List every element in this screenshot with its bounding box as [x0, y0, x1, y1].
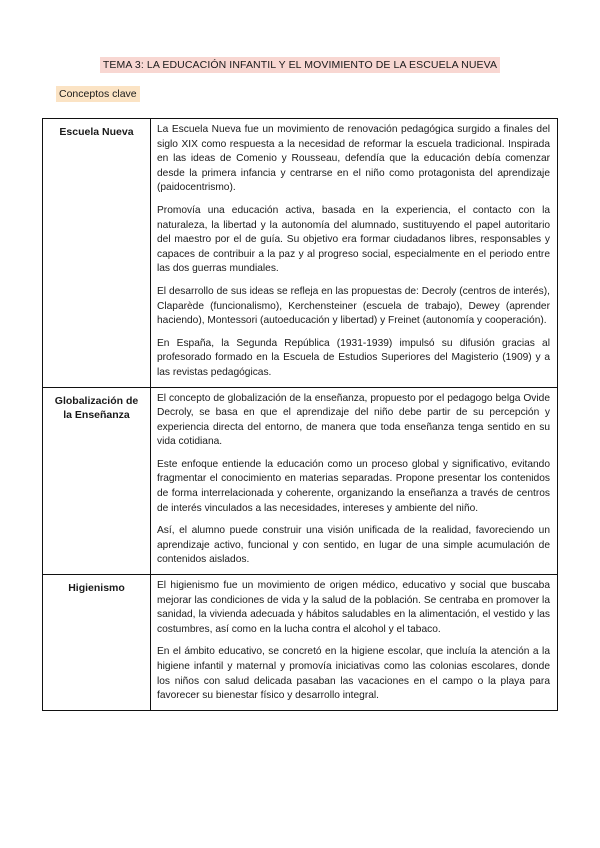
- table-row: [43, 119, 558, 388]
- definition-paragraph: En el ámbito educativo, se concretó en la higiene escolar, que incluía la atención a la higiene infantil y maternal y promovía iniciativas como las colonias escolares, donde los niños con salud delicada pasaban las vacaciones en el campo o la playa para favorecer su bienestar físico y desarrollo integral.: [157, 646, 550, 702]
- definition-paragraph: El higienismo fue un movimiento de origen médico, educativo y social que buscaba mejorar las condiciones de vida y la salud de la población. Se centraba en promover la sanidad, la vivienda adecuada y hábitos saludables en la alimentación, el vestido y las costumbres, así como en la lucha contra el alcohol y el tabaco.: [157, 580, 550, 635]
- definition-cell: [151, 119, 558, 388]
- concepts-table: [42, 118, 558, 711]
- definition-cell: [151, 387, 558, 575]
- definition-paragraph: En España, la Segunda República (1931-1939) impulsó su difusión gracias al profesorado formado en la Escuela de Estudios Superiores del Magisterio (1909) y a las revistas pedagógicas.: [157, 337, 550, 378]
- term-cell: Higienismo: [43, 575, 151, 711]
- term-cell: Globalización de la Enseñanza: [43, 387, 151, 575]
- table-row: [43, 575, 558, 711]
- section-label: Conceptos clave: [56, 86, 140, 102]
- definition-paragraph: Este enfoque entiende la educación como un proceso global y significativo, evitando fragmentar el conocimiento en materias separadas. Propone presentar los contenidos de forma interrelacionada y coherente, organizando la enseñanza a través de centros de interés vinculados a las necesidades, intereses y ambiente del niño.: [157, 458, 550, 514]
- definition-paragraph: El desarrollo de sus ideas se refleja en las propuestas de: Decroly (centros de interés), Claparède (funcionalismo), Kerchensteiner (escuela de trabajo), Dewey (aprender haciendo), Montessori (autoeducación y libertad) y Freinet (autonomía y cooperación).: [157, 285, 550, 327]
- definition-paragraph: El concepto de globalización de la enseñanza, propuesto por el pedagogo belga Ovide Decroly, se basa en que el aprendizaje del niño debe partir de su percepción y experiencia directa del entorno, de manera que toda enseñanza tenga sentido en su vida cotidiana.: [157, 392, 550, 448]
- term-cell: Escuela Nueva: [43, 119, 151, 388]
- definition-paragraph: La Escuela Nueva fue un movimiento de renovación pedagógica surgido a finales del siglo XIX como respuesta a la necesidad de reformar la escuela tradicional. Inspirada en las ideas de Comenio y Rousseau, defendía que la educación debía comenzar desde la primera infancia y centrarse en el niño como protagonista del aprendizaje (paidocentrismo).: [157, 124, 550, 194]
- page-title: [0, 55, 600, 73]
- definition-paragraph: Así, el alumno puede construir una visión unificada de la realidad, favoreciendo un aprendizaje activo, funcional y con sentido, en lugar de una simple acumulación de contenidos aislados.: [157, 525, 550, 566]
- definition-paragraph: Promovía una educación activa, basada en la experiencia, el contacto con la naturaleza, la libertad y la autonomía del alumnado, sustituyendo el papel autoritario del maestro por el de guía. Su objetivo era formar ciudadanos libres, responsables y capaces de contribuir a la paz y al progreso social, especialmente en el periodo entre las dos guerras mundiales.: [157, 204, 550, 275]
- definition-cell: [151, 575, 558, 711]
- page-title-text: TEMA 3: LA EDUCACIÓN INFANTIL Y EL MOVIMIENTO DE LA ESCUELA NUEVA: [100, 57, 500, 73]
- table-row: [43, 387, 558, 575]
